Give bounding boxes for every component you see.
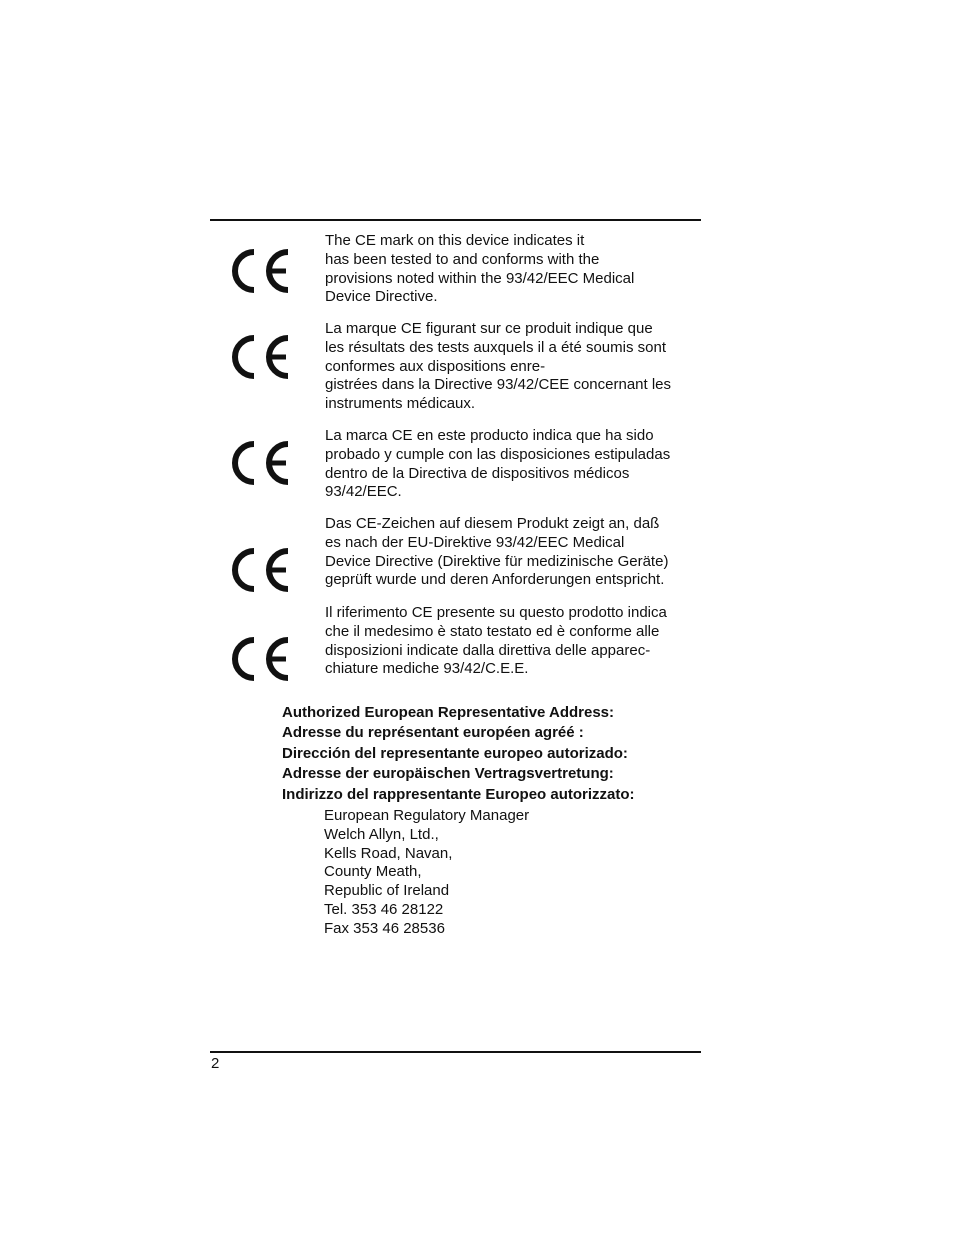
ce-statement-text: [325, 427, 705, 502]
text-line: La marca CE en este producto indica que ha sido: [325, 427, 654, 444]
text-line: Device Directive.: [325, 288, 438, 306]
text-line: les résultats des tests auxquels il a été soumis sont: [325, 338, 667, 356]
text-line: has been tested to and conforms with the: [325, 250, 600, 268]
text-line: La marque CE figurant sur ce produit indique que: [325, 320, 653, 337]
text-line: conformes aux dispositions enre-: [325, 357, 546, 375]
text-line: Das CE-Zeichen auf diesem Produkt zeigt an, daß: [325, 515, 660, 532]
address-line: European Regulatory Manager: [324, 807, 530, 824]
representative-heading: Dirección del representante europeo autorizado:: [282, 744, 628, 762]
text-line: gistrées dans la Directive 93/42/CEE concernant les: [325, 376, 672, 394]
text-line: geprüft wurde und deren Anforderungen entspricht.: [325, 571, 665, 589]
ce-mark-icon: [230, 438, 292, 488]
ce-statement-text: [325, 232, 705, 307]
text-line: che il medesimo è stato testato ed è conforme alle: [325, 622, 660, 640]
text-line: provisions noted within the 93/42/EEC Medical: [325, 269, 635, 287]
ce-mark-icon: [230, 246, 292, 296]
ce-mark-icon: [230, 332, 292, 382]
address-line: Republic of Ireland: [324, 882, 450, 900]
representative-heading: Authorized European Representative Address:: [282, 704, 615, 721]
representative-heading: Indirizzo del rappresentante Europeo autorizzato:: [282, 785, 635, 803]
text-line: instruments médicaux.: [325, 395, 476, 413]
ce-mark-icon: [230, 545, 292, 595]
ce-statement-text: [325, 515, 705, 590]
representative-heading: Adresse der europäischen Vertragsvertretung:: [282, 765, 614, 783]
address-line: Welch Allyn, Ltd.,: [324, 825, 439, 843]
text-line: dentro de la Directiva de dispositivos médicos: [325, 464, 630, 482]
bottom-rule: [210, 1051, 701, 1053]
address-line: Kells Road, Navan,: [324, 844, 453, 862]
top-rule: [210, 219, 701, 221]
text-line: disposizioni indicate dalla direttiva delle apparec-: [325, 641, 651, 659]
ce-statement-text: [325, 604, 705, 679]
address-line: Fax 353 46 28536: [324, 919, 445, 937]
representative-address: [324, 807, 529, 939]
text-line: The CE mark on this device indicates it: [325, 232, 585, 249]
text-line: 93/42/EEC.: [325, 483, 402, 501]
text-line: Device Directive (Direktive für medizinische Geräte): [325, 552, 669, 570]
text-line: probado y cumple con las disposiciones estipuladas: [325, 445, 671, 463]
address-line: County Meath,: [324, 863, 422, 881]
text-line: chiature mediche 93/42/C.E.E.: [325, 660, 529, 678]
page-number: 2: [211, 1055, 220, 1072]
representative-heading: Adresse du représentant européen agréé :: [282, 724, 584, 742]
address-line: Tel. 353 46 28122: [324, 900, 444, 918]
text-line: Il riferimento CE presente su questo prodotto indica: [325, 604, 667, 621]
text-line: es nach der EU-Direktive 93/42/EEC Medical: [325, 533, 625, 551]
ce-statement-text: [325, 320, 705, 414]
representative-headings: [282, 703, 635, 805]
ce-mark-icon: [230, 634, 292, 684]
